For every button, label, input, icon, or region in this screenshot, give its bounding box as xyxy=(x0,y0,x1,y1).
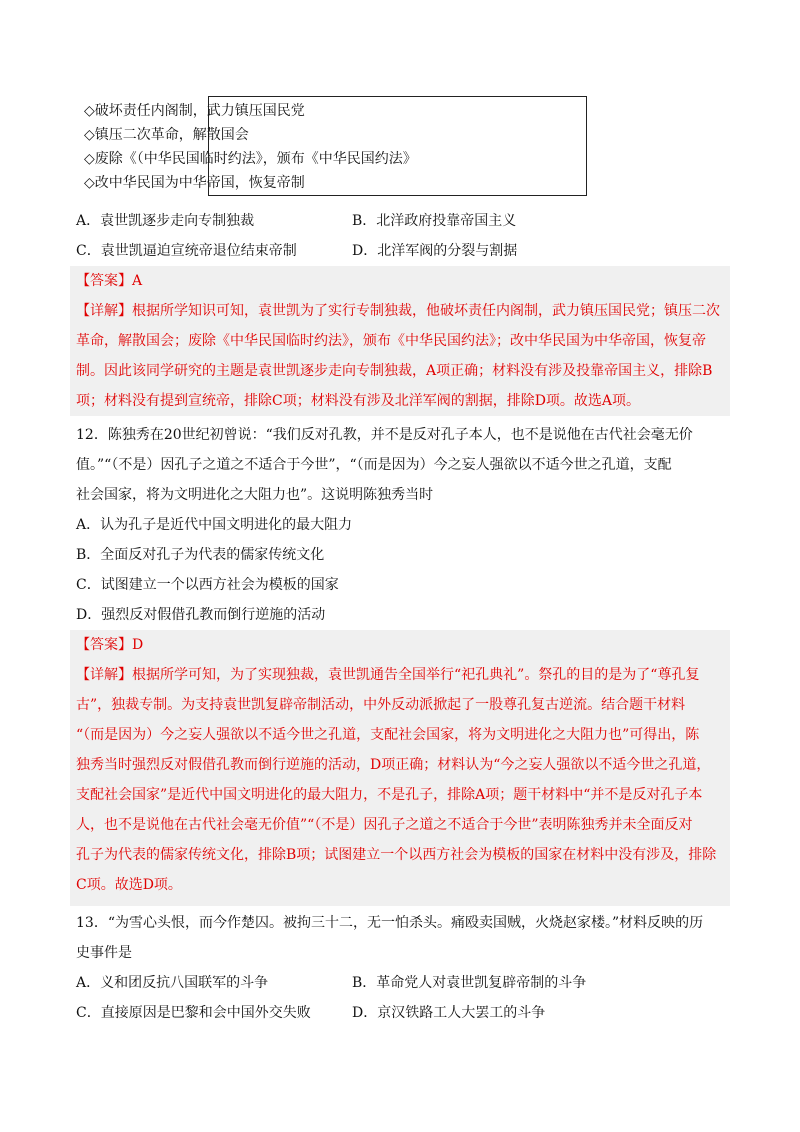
q11-option-c: C．袁世凯逼迫宣统帝退位结束帝制 xyxy=(76,243,297,259)
material-line: ◇废除《（中华民国临时约法》，颁布《中华民国约法》 xyxy=(84,151,417,167)
q11-detail-line: 革命，解散国会；废除《中华民国临时约法》，颁布《中华民国约法》；改中华民国为中华帝国，恢复帝 xyxy=(76,333,706,349)
q11-answer: 【答案】A xyxy=(76,273,143,289)
q12-stem-line: 12．陈独秀在20世纪初曾说：“我们反对孔教，并不是反对孔子本人，也不是说他在古代社会毫无价 xyxy=(76,427,693,443)
q12-detail-line: 孔子为代表的儒家传统文化，排除B项；试图建立一个以西方社会为模板的国家在材料中没有涉及，排除 xyxy=(76,847,717,863)
q12-option-a: A．认为孔子是近代中国文明进化的最大阻力 xyxy=(76,517,353,533)
q12-answer: 【答案】D xyxy=(76,637,144,653)
q13-option-b: B．革命党人对袁世凯复辟帝制的斗争 xyxy=(352,975,587,991)
q11-detail-line: 制。因此该同学研究的主题是袁世凯逐步走向专制独裁，A项正确；材料没有涉及投靠帝国主义，排除B xyxy=(76,363,713,379)
material-line: ◇镇压二次革命，解散国会 xyxy=(84,127,249,143)
q12-detail-line: 【详解】根据所学可知，为了实现独裁，袁世凯通告全国举行“祀孔典礼”。祭孔的目的是为了“尊孔复 xyxy=(76,667,700,683)
q13-stem-line: 史事件是 xyxy=(76,945,132,961)
q13-option-d: D．京汉铁路工人大罢工的斗争 xyxy=(352,1005,546,1021)
q12-stem-line: 值。”“（不是）因孔子之道之不适合于今世”，“（而是因为）今之妄人强欲以不适今世之孔道，支配 xyxy=(76,457,672,473)
q13-option-c: C．直接原因是巴黎和会中国外交失败 xyxy=(76,1005,311,1021)
q12-option-c: C．试图建立一个以西方社会为模板的国家 xyxy=(76,577,339,593)
q11-detail-line: 【详解】根据所学知识可知，袁世凯为了实行专制独裁，他破坏责任内阁制，武力镇压国民党；镇压二次 xyxy=(76,303,720,319)
q12-detail-line: 人，也不是说他在古代社会毫无价值”“（不是）因孔子之道之不适合于今世”表明陈独秀并未全面反对 xyxy=(76,817,693,833)
material-line: ◇破坏责任内阁制，武力镇压国民党 xyxy=(84,103,305,119)
q11-option-b: B．北洋政府投靠帝国主义 xyxy=(352,213,517,229)
q12-option-d: D．强烈反对假借孔教而倒行逆施的活动 xyxy=(76,607,326,623)
q12-detail-line: 古”，独裁专制。为支持袁世凯复辟帝制活动，中外反动派掀起了一股尊孔复古逆流。结合题干材料 xyxy=(76,697,686,713)
q12-detail-line: 支配社会国家”是近代中国文明进化的最大阻力，不是孔子，排除A项；题干材料中“并不是反对孔子本 xyxy=(76,787,703,803)
q12-stem-line: 社会国家，将为文明进化之大阻力也”。这说明陈独秀当时 xyxy=(76,487,434,503)
q13-stem-line: 13．“为雪心头恨，而今作楚囚。被拘三十二，无一怕杀头。痛殴卖国贼，火烧赵家楼。”材料反映的历 xyxy=(76,915,704,931)
q11-option-d: D．北洋军阀的分裂与割据 xyxy=(352,243,518,259)
q12-detail-line: “（而是因为）今之妄人强欲以不适今世之孔道，支配社会国家，将为文明进化之大阻力也”可得出，陈 xyxy=(76,727,700,743)
q11-option-a: A．袁世凯逐步走向专制独裁 xyxy=(76,213,255,229)
q13-option-a: A．义和团反抗八国联军的斗争 xyxy=(76,975,269,991)
q12-detail-line: 独秀当时强烈反对假借孔教而倒行逆施的活动，D项正确；材料认为“今之妄人强欲以不适今世之孔道， xyxy=(76,757,711,773)
q11-detail-line: 项；材料没有提到宣统帝，排除C项；材料没有涉及北洋军阀的割据，排除D项。故选A项。 xyxy=(76,393,641,409)
material-line: ◇改中华民国为中华帝国，恢复帝制 xyxy=(84,175,305,191)
q12-detail-line: C项。故选D项。 xyxy=(76,877,182,893)
q12-option-b: B．全面反对孔子为代表的儒家传统文化 xyxy=(76,547,325,563)
